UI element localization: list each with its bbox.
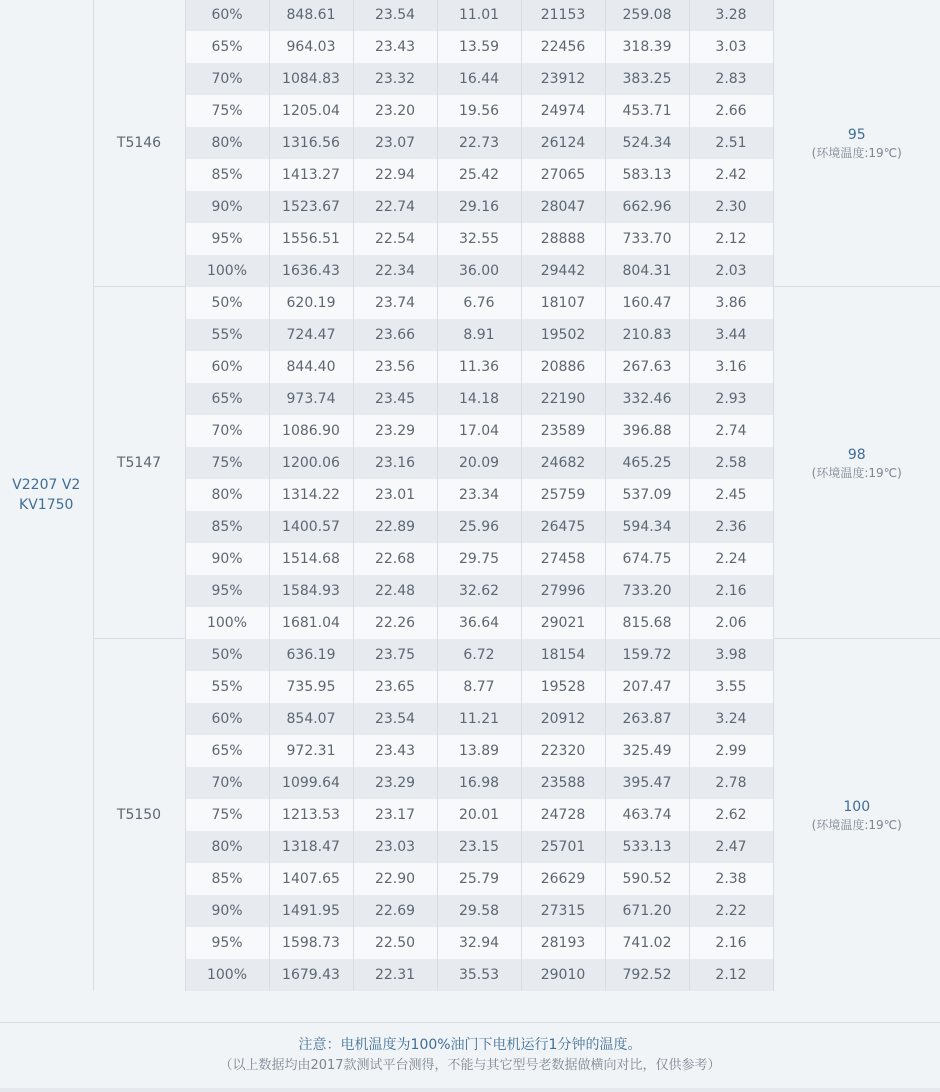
table-cell: 22.54 bbox=[353, 223, 437, 255]
table-cell: 2.62 bbox=[689, 799, 773, 831]
table-cell: 25701 bbox=[521, 831, 605, 863]
table-cell: 29010 bbox=[521, 959, 605, 991]
table-cell: 36.00 bbox=[437, 255, 521, 287]
table-cell: 159.72 bbox=[605, 639, 689, 671]
table-cell: 85% bbox=[185, 863, 269, 895]
table-cell: 55% bbox=[185, 319, 269, 351]
table-cell: 22.50 bbox=[353, 927, 437, 959]
table-cell: 23.74 bbox=[353, 287, 437, 319]
table-cell: 2.36 bbox=[689, 511, 773, 543]
table-cell: 1205.04 bbox=[269, 95, 353, 127]
table-cell: 1584.93 bbox=[269, 575, 353, 607]
table-cell: 259.08 bbox=[605, 0, 689, 31]
table-cell: 16.98 bbox=[437, 767, 521, 799]
table-cell: 90% bbox=[185, 543, 269, 575]
table-cell: 3.24 bbox=[689, 703, 773, 735]
table-cell: 27996 bbox=[521, 575, 605, 607]
table-cell: 23.43 bbox=[353, 735, 437, 767]
table-cell: 733.20 bbox=[605, 575, 689, 607]
table-cell: 18154 bbox=[521, 639, 605, 671]
temperature-note: 注意：电机温度为100%油门下电机运行1分钟的温度。 bbox=[298, 1037, 642, 1053]
footer-notes bbox=[0, 1022, 940, 1089]
table-cell: 25.79 bbox=[437, 863, 521, 895]
table-cell: 27315 bbox=[521, 895, 605, 927]
table-cell: 23.56 bbox=[353, 351, 437, 383]
table-cell: 2.22 bbox=[689, 895, 773, 927]
table-cell: 1400.57 bbox=[269, 511, 353, 543]
table-cell: 671.20 bbox=[605, 895, 689, 927]
table-cell: 23.16 bbox=[353, 447, 437, 479]
table-cell: 815.68 bbox=[605, 607, 689, 639]
table-cell: 22.73 bbox=[437, 127, 521, 159]
table-cell: 36.64 bbox=[437, 607, 521, 639]
table-cell: 1413.27 bbox=[269, 159, 353, 191]
table-cell: 20912 bbox=[521, 703, 605, 735]
table-cell: 27458 bbox=[521, 543, 605, 575]
table-cell: 3.98 bbox=[689, 639, 773, 671]
table-cell: 90% bbox=[185, 191, 269, 223]
table-cell: 1636.43 bbox=[269, 255, 353, 287]
table-cell: 741.02 bbox=[605, 927, 689, 959]
table-cell: 50% bbox=[185, 287, 269, 319]
table-cell: 19.56 bbox=[437, 95, 521, 127]
table-cell: 1491.95 bbox=[269, 895, 353, 927]
table-cell: 100% bbox=[185, 255, 269, 287]
table-cell: 55% bbox=[185, 671, 269, 703]
table-cell: 23.15 bbox=[437, 831, 521, 863]
table-cell: 6.76 bbox=[437, 287, 521, 319]
table-cell: 210.83 bbox=[605, 319, 689, 351]
motor-temperature-cell bbox=[773, 639, 940, 991]
table-cell: 2.66 bbox=[689, 95, 773, 127]
table-cell: 23.66 bbox=[353, 319, 437, 351]
table-cell: 75% bbox=[185, 799, 269, 831]
table-cell: 22.89 bbox=[353, 511, 437, 543]
table-cell: 70% bbox=[185, 63, 269, 95]
table-cell: 396.88 bbox=[605, 415, 689, 447]
table-cell: 80% bbox=[185, 127, 269, 159]
table-cell: 70% bbox=[185, 767, 269, 799]
table-cell: 2.12 bbox=[689, 223, 773, 255]
table-cell: 1316.56 bbox=[269, 127, 353, 159]
motor-temperature-cell bbox=[773, 287, 940, 639]
table-cell: 533.13 bbox=[605, 831, 689, 863]
table-cell: 964.03 bbox=[269, 31, 353, 63]
table-cell: 524.34 bbox=[605, 127, 689, 159]
table-cell: 22320 bbox=[521, 735, 605, 767]
table-cell: 804.31 bbox=[605, 255, 689, 287]
table-cell: 21153 bbox=[521, 0, 605, 31]
table-cell: 80% bbox=[185, 831, 269, 863]
table-cell: 60% bbox=[185, 703, 269, 735]
table-cell: 724.47 bbox=[269, 319, 353, 351]
table-cell: 1086.90 bbox=[269, 415, 353, 447]
table-cell: 3.16 bbox=[689, 351, 773, 383]
table-cell: 6.72 bbox=[437, 639, 521, 671]
table-cell: 3.28 bbox=[689, 0, 773, 31]
table-cell: 85% bbox=[185, 511, 269, 543]
table-cell: 19502 bbox=[521, 319, 605, 351]
table-cell: 22.31 bbox=[353, 959, 437, 991]
table-cell: 100% bbox=[185, 959, 269, 991]
table-cell: 23.20 bbox=[353, 95, 437, 127]
table-cell: 20.01 bbox=[437, 799, 521, 831]
table-cell: 22190 bbox=[521, 383, 605, 415]
table-cell: 95% bbox=[185, 927, 269, 959]
propeller-cell: T5146 bbox=[93, 0, 185, 287]
table-cell: 594.34 bbox=[605, 511, 689, 543]
table-cell: 22.94 bbox=[353, 159, 437, 191]
table-cell: 465.25 bbox=[605, 447, 689, 479]
table-cell: 733.70 bbox=[605, 223, 689, 255]
table-cell: 17.04 bbox=[437, 415, 521, 447]
table-cell: 90% bbox=[185, 895, 269, 927]
table-cell: 60% bbox=[185, 0, 269, 31]
table-cell: 23.34 bbox=[437, 479, 521, 511]
table-cell: 80% bbox=[185, 479, 269, 511]
table-cell: 848.61 bbox=[269, 0, 353, 31]
table-cell: 25759 bbox=[521, 479, 605, 511]
table-cell: 32.94 bbox=[437, 927, 521, 959]
table-cell: 2.16 bbox=[689, 927, 773, 959]
table-cell: 2.99 bbox=[689, 735, 773, 767]
table-cell: 2.47 bbox=[689, 831, 773, 863]
table-cell: 50% bbox=[185, 639, 269, 671]
motor-temperature-cell bbox=[773, 0, 940, 287]
table-cell: 2.16 bbox=[689, 575, 773, 607]
table-cell: 1556.51 bbox=[269, 223, 353, 255]
table-cell: 1598.73 bbox=[269, 927, 353, 959]
table-cell: 22.48 bbox=[353, 575, 437, 607]
table-cell: 29.75 bbox=[437, 543, 521, 575]
table-cell: 2.45 bbox=[689, 479, 773, 511]
table-cell: 1523.67 bbox=[269, 191, 353, 223]
table-cell: 3.86 bbox=[689, 287, 773, 319]
table-cell: 28888 bbox=[521, 223, 605, 255]
table-cell: 22.26 bbox=[353, 607, 437, 639]
table-cell: 207.47 bbox=[605, 671, 689, 703]
table-cell: 23.29 bbox=[353, 767, 437, 799]
table-cell: 267.63 bbox=[605, 351, 689, 383]
table-cell: 32.62 bbox=[437, 575, 521, 607]
table-cell: 844.40 bbox=[269, 351, 353, 383]
table-cell: 28047 bbox=[521, 191, 605, 223]
table-cell: 23.75 bbox=[353, 639, 437, 671]
table-cell: 1679.43 bbox=[269, 959, 353, 991]
table-cell: 395.47 bbox=[605, 767, 689, 799]
table-cell: 590.52 bbox=[605, 863, 689, 895]
table-cell: 662.96 bbox=[605, 191, 689, 223]
motor-model-cell bbox=[0, 0, 93, 991]
table-cell: 75% bbox=[185, 95, 269, 127]
table-cell: 2.58 bbox=[689, 447, 773, 479]
table-cell: 65% bbox=[185, 31, 269, 63]
table-cell: 26629 bbox=[521, 863, 605, 895]
ambient-temperature-note: (环境温度:19℃) bbox=[811, 465, 902, 480]
table-cell: 35.53 bbox=[437, 959, 521, 991]
table-cell: 2.03 bbox=[689, 255, 773, 287]
table-cell: 1681.04 bbox=[269, 607, 353, 639]
table-cell: 854.07 bbox=[269, 703, 353, 735]
table-cell: 23912 bbox=[521, 63, 605, 95]
table-cell: 2.30 bbox=[689, 191, 773, 223]
table-cell: 25.42 bbox=[437, 159, 521, 191]
table-cell: 32.55 bbox=[437, 223, 521, 255]
table-cell: 22.69 bbox=[353, 895, 437, 927]
table-cell: 453.71 bbox=[605, 95, 689, 127]
table-cell: 620.19 bbox=[269, 287, 353, 319]
table-cell: 2.51 bbox=[689, 127, 773, 159]
table-cell: 735.95 bbox=[269, 671, 353, 703]
table-cell: 22.90 bbox=[353, 863, 437, 895]
table-cell: 160.47 bbox=[605, 287, 689, 319]
table-cell: 13.59 bbox=[437, 31, 521, 63]
table-cell: 973.74 bbox=[269, 383, 353, 415]
table-cell: 20886 bbox=[521, 351, 605, 383]
table-cell: 13.89 bbox=[437, 735, 521, 767]
table-cell: 263.87 bbox=[605, 703, 689, 735]
ambient-temperature-note: (环境温度:19℃) bbox=[811, 145, 902, 160]
table-cell: 2.42 bbox=[689, 159, 773, 191]
table-cell: 29442 bbox=[521, 255, 605, 287]
table-cell: 26124 bbox=[521, 127, 605, 159]
ambient-temperature-note: (环境温度:19℃) bbox=[811, 817, 902, 832]
table-cell: 1407.65 bbox=[269, 863, 353, 895]
propeller-cell: T5147 bbox=[93, 287, 185, 639]
table-cell: 11.01 bbox=[437, 0, 521, 31]
motor-temperature-value: 95 bbox=[847, 126, 866, 143]
table-cell: 3.03 bbox=[689, 31, 773, 63]
table-row bbox=[0, 287, 940, 319]
table-cell: 2.24 bbox=[689, 543, 773, 575]
table-cell: 18107 bbox=[521, 287, 605, 319]
table-row bbox=[0, 639, 940, 671]
table-cell: 20.09 bbox=[437, 447, 521, 479]
table-cell: 23.17 bbox=[353, 799, 437, 831]
table-cell: 332.46 bbox=[605, 383, 689, 415]
table-cell: 75% bbox=[185, 447, 269, 479]
table-cell: 24682 bbox=[521, 447, 605, 479]
table-cell: 11.36 bbox=[437, 351, 521, 383]
table-cell: 1213.53 bbox=[269, 799, 353, 831]
table-cell: 95% bbox=[185, 223, 269, 255]
table-cell: 100% bbox=[185, 607, 269, 639]
table-cell: 23.65 bbox=[353, 671, 437, 703]
table-cell: 1318.47 bbox=[269, 831, 353, 863]
table-cell: 383.25 bbox=[605, 63, 689, 95]
table-cell: 1084.83 bbox=[269, 63, 353, 95]
table-cell: 23588 bbox=[521, 767, 605, 799]
table-cell: 23.54 bbox=[353, 0, 437, 31]
table-cell: 22.68 bbox=[353, 543, 437, 575]
table-cell: 537.09 bbox=[605, 479, 689, 511]
table-cell: 29.16 bbox=[437, 191, 521, 223]
table-cell: 70% bbox=[185, 415, 269, 447]
data-disclaimer: （以上数据均由2017款测试平台测得，不能与其它型号老数据做横向对比，仅供参考） bbox=[219, 1058, 721, 1073]
table-row bbox=[0, 0, 940, 31]
table-cell: 2.93 bbox=[689, 383, 773, 415]
table-cell: 318.39 bbox=[605, 31, 689, 63]
table-cell: 22456 bbox=[521, 31, 605, 63]
table-cell: 23.45 bbox=[353, 383, 437, 415]
table-cell: 60% bbox=[185, 351, 269, 383]
table-cell: 972.31 bbox=[269, 735, 353, 767]
motor-model-name: V2207 V2 bbox=[12, 476, 81, 493]
table-cell: 22.74 bbox=[353, 191, 437, 223]
table-cell: 14.18 bbox=[437, 383, 521, 415]
table-cell: 2.83 bbox=[689, 63, 773, 95]
propeller-cell: T5150 bbox=[93, 639, 185, 991]
table-cell: 22.34 bbox=[353, 255, 437, 287]
table-cell: 23.32 bbox=[353, 63, 437, 95]
table-cell: 8.77 bbox=[437, 671, 521, 703]
table-cell: 1200.06 bbox=[269, 447, 353, 479]
table-cell: 16.44 bbox=[437, 63, 521, 95]
table-cell: 65% bbox=[185, 735, 269, 767]
bottom-divider bbox=[0, 1088, 940, 1092]
table-cell: 463.74 bbox=[605, 799, 689, 831]
table-cell: 2.74 bbox=[689, 415, 773, 447]
table-cell: 23.29 bbox=[353, 415, 437, 447]
table-cell: 19528 bbox=[521, 671, 605, 703]
table-cell: 27065 bbox=[521, 159, 605, 191]
motor-temperature-value: 98 bbox=[847, 446, 866, 463]
table-cell: 2.38 bbox=[689, 863, 773, 895]
table-cell: 2.78 bbox=[689, 767, 773, 799]
table-cell: 3.44 bbox=[689, 319, 773, 351]
table-cell: 636.19 bbox=[269, 639, 353, 671]
table-cell: 85% bbox=[185, 159, 269, 191]
table-cell: 1099.64 bbox=[269, 767, 353, 799]
table-cell: 65% bbox=[185, 383, 269, 415]
table-cell: 11.21 bbox=[437, 703, 521, 735]
table-cell: 2.12 bbox=[689, 959, 773, 991]
table-cell: 23.03 bbox=[353, 831, 437, 863]
table-cell: 24728 bbox=[521, 799, 605, 831]
table-cell: 1314.22 bbox=[269, 479, 353, 511]
motor-temperature-value: 100 bbox=[843, 798, 871, 815]
table-cell: 1514.68 bbox=[269, 543, 353, 575]
table-cell: 24974 bbox=[521, 95, 605, 127]
table-cell: 26475 bbox=[521, 511, 605, 543]
table-cell: 29021 bbox=[521, 607, 605, 639]
table-cell: 23.01 bbox=[353, 479, 437, 511]
table-cell: 325.49 bbox=[605, 735, 689, 767]
table-cell: 583.13 bbox=[605, 159, 689, 191]
table-cell: 28193 bbox=[521, 927, 605, 959]
table-cell: 25.96 bbox=[437, 511, 521, 543]
table-cell: 8.91 bbox=[437, 319, 521, 351]
table-cell: 674.75 bbox=[605, 543, 689, 575]
table-cell: 23589 bbox=[521, 415, 605, 447]
motor-kv-rating: KV1750 bbox=[19, 496, 74, 513]
table-cell: 23.07 bbox=[353, 127, 437, 159]
table-cell: 23.43 bbox=[353, 31, 437, 63]
table-cell: 95% bbox=[185, 575, 269, 607]
table-cell: 23.54 bbox=[353, 703, 437, 735]
table-cell: 792.52 bbox=[605, 959, 689, 991]
table-cell: 2.06 bbox=[689, 607, 773, 639]
table-cell: 3.55 bbox=[689, 671, 773, 703]
table-cell: 29.58 bbox=[437, 895, 521, 927]
